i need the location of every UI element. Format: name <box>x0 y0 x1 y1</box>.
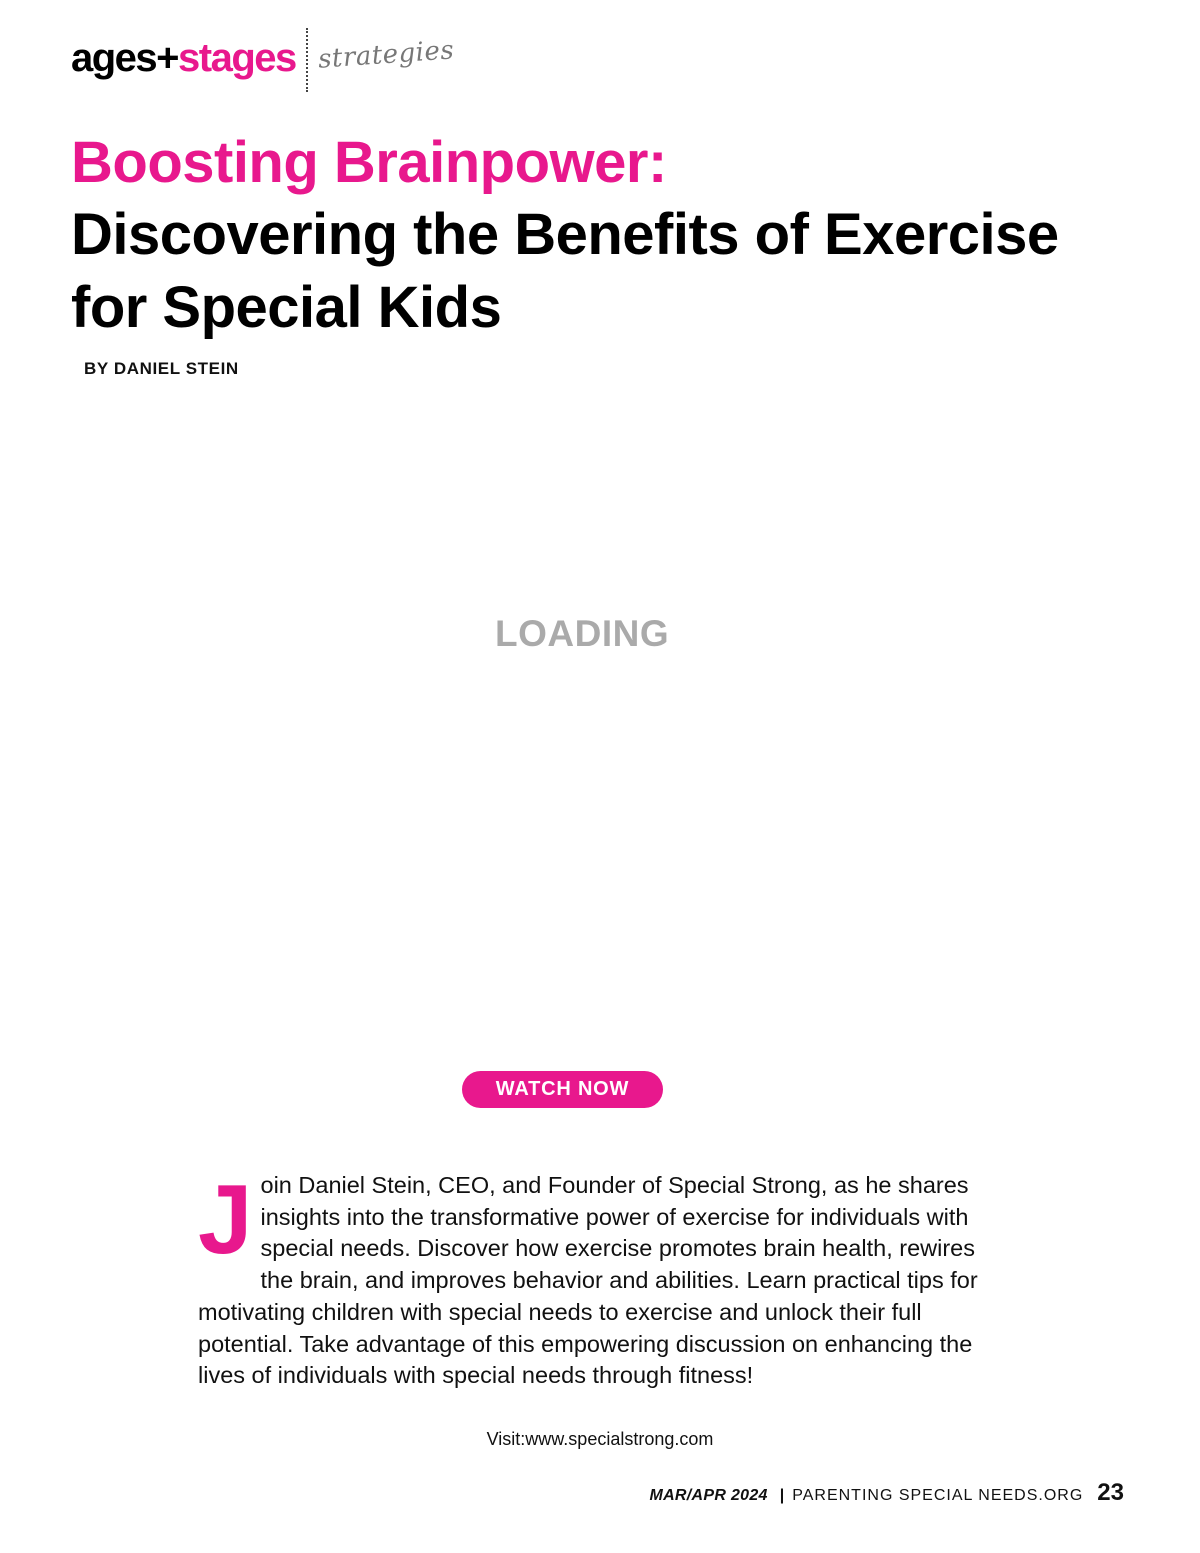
footer-separator: | <box>779 1487 785 1504</box>
title-line-2: Discovering the Benefits of Exercise <box>71 202 1059 267</box>
title-line-1: Boosting Brainpower: <box>71 130 667 195</box>
logo-ages: ages <box>71 36 157 80</box>
title-line-3: for Special Kids <box>71 275 502 340</box>
header-divider <box>306 28 308 92</box>
article-body <box>198 1164 983 1392</box>
page-number: 23 <box>1097 1479 1124 1506</box>
page-footer <box>649 1479 1124 1507</box>
video-player[interactable] <box>200 395 965 1055</box>
watch-now-button[interactable]: WATCH NOW <box>462 1071 663 1108</box>
logo-stages: stages <box>178 36 296 80</box>
drop-cap: J <box>198 1164 253 1274</box>
publication-name: PARENTING SPECIAL NEEDS.ORG <box>792 1487 1084 1504</box>
byline: BY DANIEL STEIN <box>84 359 239 378</box>
loading-text: LOADING <box>495 613 670 654</box>
section-label: strategies <box>316 35 455 75</box>
ages-stages-logo <box>71 34 296 82</box>
issue-date: MAR/APR 2024 <box>649 1487 768 1504</box>
visit-link-row <box>0 1429 1200 1450</box>
article-title <box>71 128 1151 344</box>
logo-plus: + <box>156 36 179 80</box>
section-header <box>71 34 454 94</box>
body-paragraph: oin Daniel Stein, CEO, and Founder of Special Strong, as he shares insights into the transformative power of exercise for individuals with special needs. Discover how exercise promotes brain health, rewires the brain, and improves behavior and abilities. Learn practical tips for motivating children with special needs to exercise and unlock their full potential. Take advantage of this empowering discussion on enhancing the lives of individuals with special needs through fitness! <box>198 1172 978 1389</box>
visit-link[interactable]: Visit:www.specialstrong.com <box>486 1429 714 1449</box>
